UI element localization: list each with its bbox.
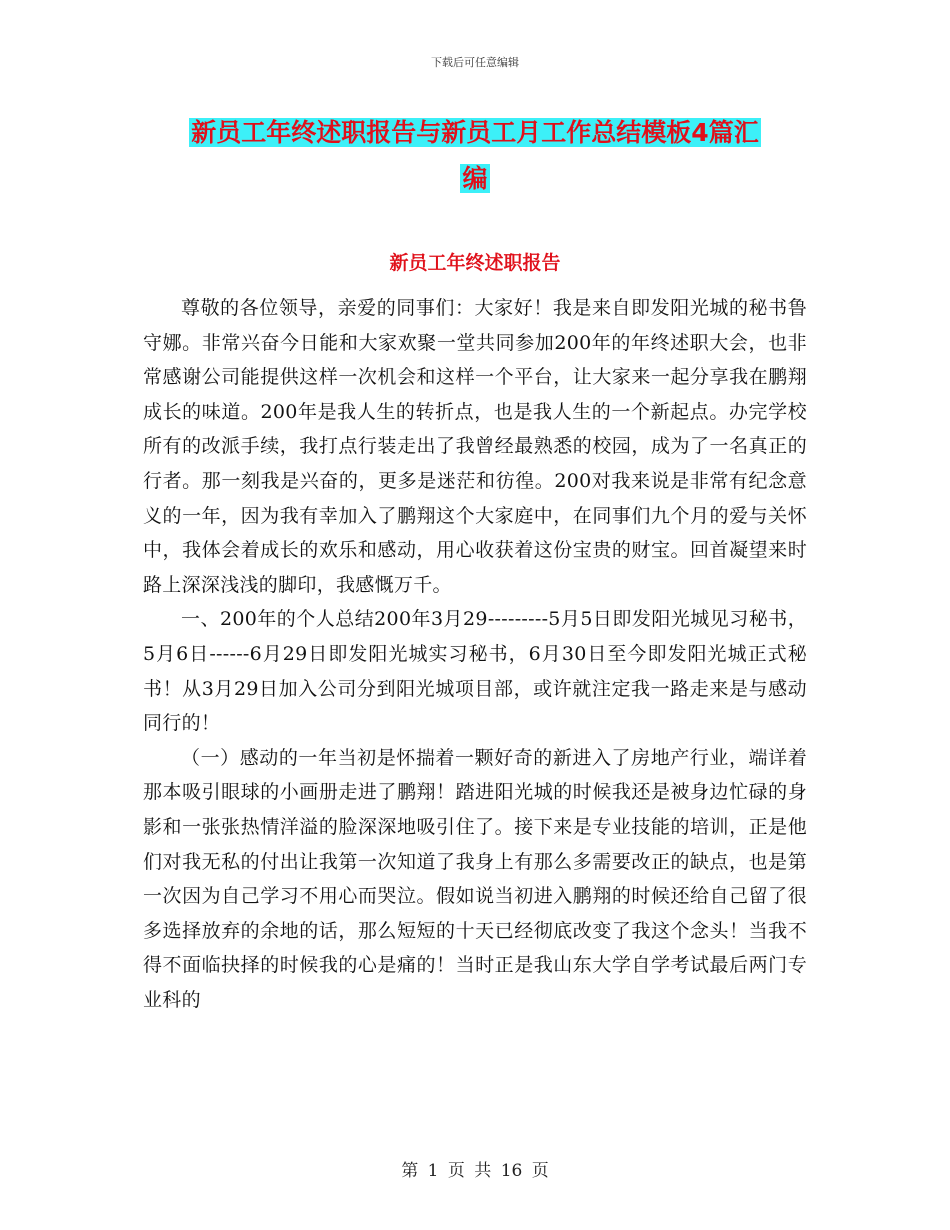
paragraph: 一、200年的个人总结200年3月29---------5月5日即发阳光城见习秘书，5月6日------6月29日即发阳光城实习秘书，6月30日至今即发阳光城正式秘书！从3月29日加入公司分到阳光城项目部，或许就注定我一路走来是与感动同行的！ — [143, 608, 807, 735]
document-body — [143, 291, 807, 1017]
paragraph: 尊敬的各位领导，亲爱的同事们：大家好！我是来自即发阳光城的秘书鲁守娜。非常兴奋今日能和大家欢聚一堂共同参加200年的年终述职大会，也非常感谢公司能提供这样一次机会和这样一个平台，让大家来一起分享我在鹏翔成长的味道。200年是我人生的转折点，也是我人生的一个新起点。办完学校所有的改派手续，我打点行装走出了我曾经最熟悉的校园，成为了一名真正的行者。那一刻我是兴奋的，更多是迷茫和彷徨。200对我来说是非常有纪念意义的一年，因为我有幸加入了鹏翔这个大家庭中，在同事们九个月的爱与关怀中，我体会着成长的欢乐和感动，用心收获着这份宝贵的财宝。回首凝望来时路上深深浅浅的脚印，我感慨万千。 — [143, 297, 807, 596]
paragraph: （一）感动的一年当初是怀揣着一颗好奇的新进入了房地产行业，端详着那本吸引眼球的小画册走进了鹏翔！踏进阳光城的时候我还是被身边忙碌的身影和一张张热情洋溢的脸深深地吸引住了。接下来是专业技能的培训，正是他们对我无私的付出让我第一次知道了我身上有那么多需要改正的缺点，也是第一次因为自己学习不用心而哭泣。假如说当初进入鹏翔的时候还给自己留了很多选择放弃的余地的话，那么短短的十天已经彻底改变了我这个念头！当我不得不面临抉择的时候我的心是痛的！当时正是我山东大学自学考试最后两门专业科的 — [143, 746, 807, 1011]
header-note: 下载后可任意编辑 — [431, 56, 519, 69]
page-number-footer: 第 1 页 共 16 页 — [401, 1161, 549, 1181]
document-title — [140, 110, 810, 202]
section-title: 新员工年终述职报告 — [389, 252, 561, 274]
document-title-line1: 新员工年终述职报告与新员工月工作总结模板4篇汇 — [191, 118, 759, 147]
document-title-line2: 编 — [462, 164, 488, 193]
